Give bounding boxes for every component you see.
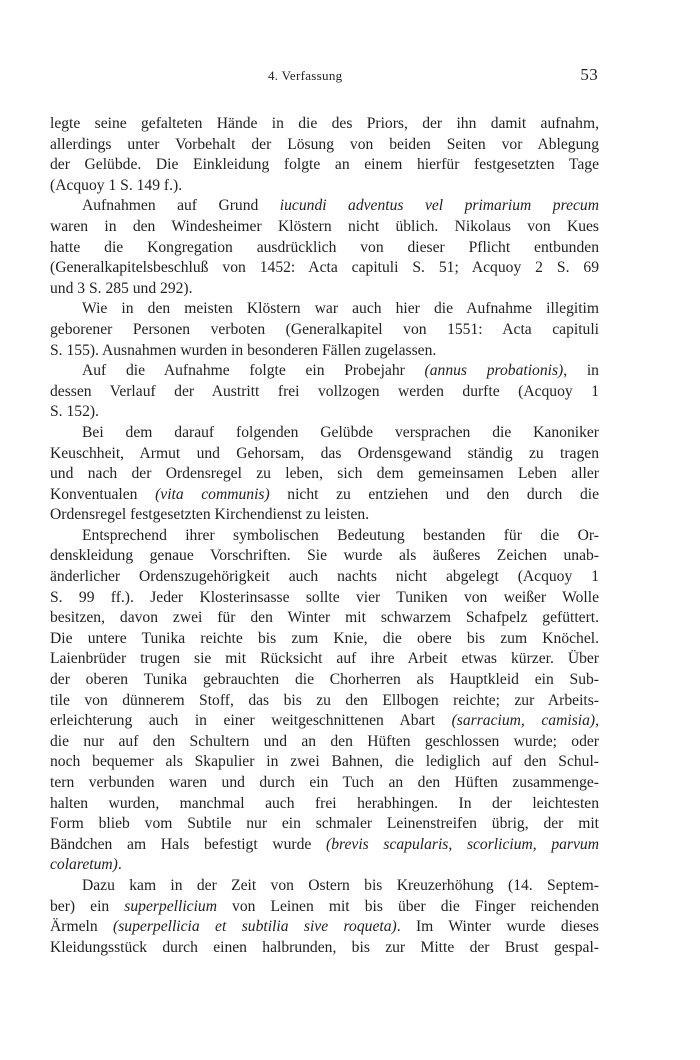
text-line: hatte die Kongregation ausdrücklich von dieser Pflicht entbunden: [50, 238, 599, 256]
text-line: allerdings unter Vorbehalt der Lösung von beiden Seiten vor Ablegung: [50, 135, 599, 153]
text-line: erleichterung auch in einer weitgeschnittenen Abart (sarracium, camisia),: [50, 712, 599, 730]
paragraph: [50, 526, 599, 876]
text-line: Bei dem darauf folgenden Gelübde versprachen die Kanoniker: [82, 423, 599, 441]
text-line: Konventualen (vita communis) nicht zu entziehen und den durch die: [50, 485, 599, 503]
text-line: der Gelübde. Die Einkleidung folgte an einem hierfür festgesetzten Tage: [50, 156, 599, 174]
text-line: (Acquoy 1 S. 149 f.).: [50, 176, 183, 194]
text-line: S. 155). Ausnahmen wurden in besonderen Fällen zugelassen.: [50, 341, 437, 359]
text-line: und nach der Ordensregel zu leben, sich dem gemeinsamen Leben aller: [50, 465, 599, 483]
paragraph: [50, 299, 599, 361]
paragraph: [50, 876, 599, 958]
text-line: Kleidungsstück durch einen halbrunden, bis zur Mitte der Brust gespal-: [50, 938, 599, 956]
text-line: besitzen, davon zwei für den Winter mit schwarzem Schafpelz gefüttert.: [50, 609, 599, 627]
text-line: die nur auf den Schultern und an den Hüften geschlossen wurde; oder: [50, 732, 599, 750]
text-line: S. 99 ff.). Jeder Klosterinsasse sollte vier Tuniken von weißer Wolle: [50, 588, 599, 606]
text-line: und 3 S. 285 und 292).: [50, 279, 193, 297]
italic-term: (sarracium, camisia): [451, 712, 596, 730]
italic-term: (superpellicia et subtilia sive roqueta): [113, 918, 397, 936]
text-line: noch bequemer als Skapulier in zwei Bahnen, die lediglich auf den Schul-: [50, 753, 599, 771]
text-line: colaretum).: [50, 856, 122, 874]
text-line: tern verbunden waren und durch ein Tuch an den Hüften zusammenge-: [50, 774, 599, 791]
text-line: legte seine gefalteten Hände in die des Priors, der ihn damit aufnahm,: [50, 115, 599, 132]
text-line: Ordensregel festgesetzten Kirchendienst zu leisten.: [50, 506, 370, 524]
italic-term: iucundi adventus vel primarium precum: [279, 197, 599, 215]
paragraph: [50, 196, 599, 299]
text-line: Entsprechend ihrer symbolischen Bedeutung bestanden für die Or-: [82, 526, 599, 544]
text-line: S. 152).: [50, 403, 99, 421]
text-line: waren in den Windesheimer Klöstern nicht üblich. Nikolaus von Kues: [50, 217, 599, 235]
text-line: Wie in den meisten Klöstern war auch hier die Aufnahme illegitim: [82, 300, 599, 318]
text-line: dessen Verlauf der Austritt frei vollzogen werden durfte (Acquoy 1: [50, 382, 599, 400]
text-line: geborener Personen verboten (Generalkapitel von 1551: Acta capituli: [50, 320, 599, 338]
text-line: Laienbrüder trugen sie mit Rücksicht auf ihre Arbeit etwas kürzer. Über: [50, 650, 599, 668]
paragraph: [50, 361, 599, 423]
text-line: Bändchen am Hals befestigt wurde (brevis scapularis, scorlicium, parvum: [50, 835, 599, 853]
paragraph: [50, 114, 599, 196]
text-line: Form blieb vom Subtile nur ein schmaler Leinenstreifen übrig, der mit: [50, 815, 599, 833]
text-line: denskleidung genaue Vorschriften. Sie wurde als äußeres Zeichen unab-: [50, 547, 599, 565]
text-line: ber) ein superpellicium von Leinen mit bis über die Finger reichenden: [50, 897, 600, 915]
page-number: 53: [580, 65, 598, 84]
italic-term: colaretum): [50, 856, 118, 874]
text-line: Keuschheit, Armut und Gehorsam, das Ordensgewand ständig zu tragen: [50, 444, 599, 462]
text-line: (Generalkapitelsbeschluß von 1452: Acta capituli S. 51; Acquoy 2 S. 69: [50, 259, 599, 277]
text-line: halten wurden, manchmal auch frei herabhingen. In der leichtesten: [50, 794, 599, 812]
running-title: 4. Verfassung: [268, 68, 343, 83]
text-line: Dazu kam in der Zeit von Ostern bis Kreuzerhöhung (14. Septem-: [82, 876, 599, 894]
text-line: Die untere Tunika reichte bis zum Knie, die obere bis zum Knöchel.: [50, 629, 599, 647]
paragraph: [50, 423, 599, 526]
text-line: Aufnahmen auf Grund iucundi adventus vel primarium precum: [82, 197, 599, 215]
text-line: Auf die Aufnahme folgte ein Probejahr (annus probationis), in: [82, 362, 599, 380]
italic-term: (vita communis): [155, 485, 270, 503]
italic-term: (brevis scapularis, scorlicium, parvum: [326, 835, 599, 853]
text-line: der oberen Tunika gebrauchten die Chorherren als Hauptkleid ein Sub-: [50, 671, 599, 689]
italic-term: superpellicium: [124, 897, 217, 915]
italic-term: (annus probationis): [424, 362, 564, 380]
text-line: tile von dünnerem Stoff, das bis zu den Ellbogen reichte; zur Arbeits-: [50, 691, 599, 709]
text-line: Ärmeln (superpellicia et subtilia sive roqueta). Im Winter wurde dieses: [50, 918, 599, 936]
body-text: [50, 114, 599, 958]
text-line: änderlicher Ordenszugehörigkeit auch nachts nicht abgelegt (Acquoy 1: [50, 568, 599, 586]
